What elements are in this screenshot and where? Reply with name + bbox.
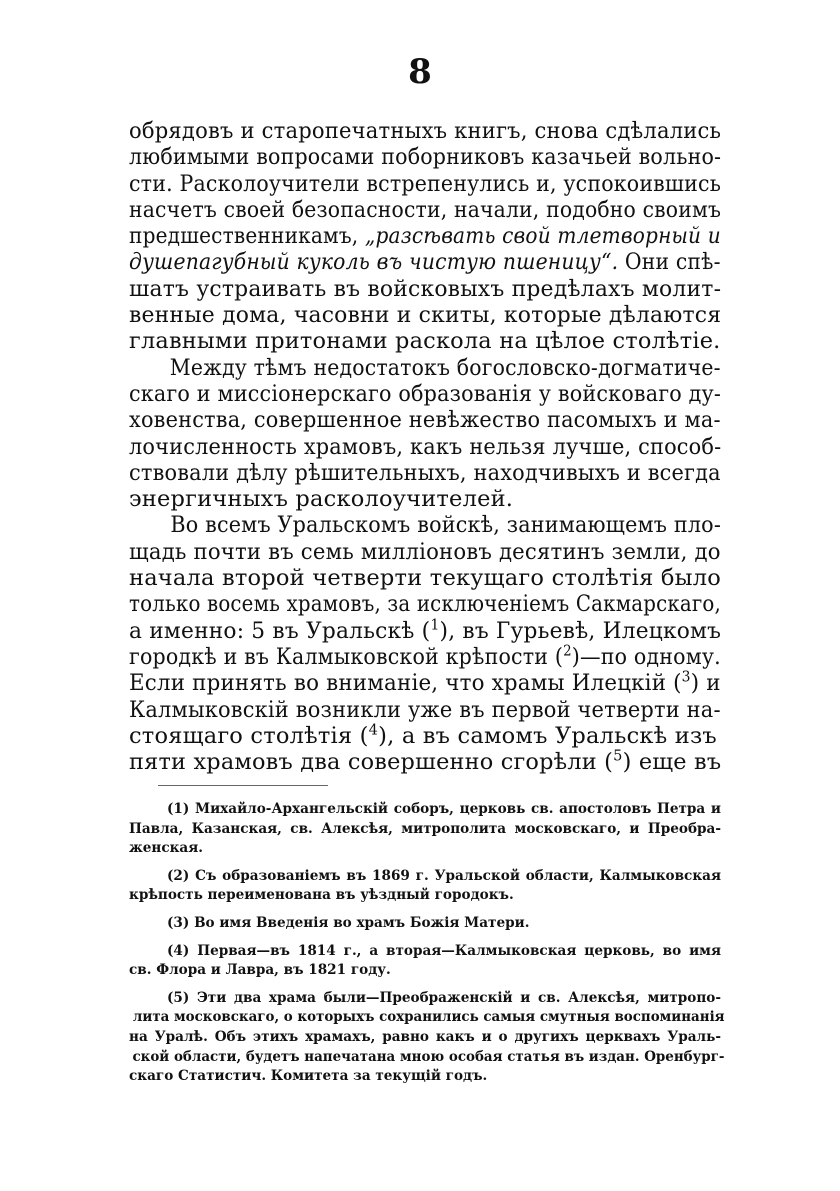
body-line <box>129 616 722 644</box>
footnote-line <box>129 800 721 820</box>
body-fragment: городкѣ и въ Калмыковской крѣпости ( <box>129 643 564 670</box>
footnote-line: на Уралѣ. Объ этихъ храмахъ, равно какъ и о другихъ церквахъ Ураль- <box>129 1028 721 1045</box>
body-fragment: предшественникамъ, <box>129 223 359 250</box>
footnote-line: лита московскаго, о которыхъ сохранились самыя смутныя воспоминанія <box>132 1009 725 1026</box>
body-line: ствовали дѣлу рѣшительныхъ, находчивыхъ и всегда <box>129 459 721 486</box>
footnote-text: Во имя Введенія во храмъ Божія Матери. <box>194 914 530 931</box>
body-line: главными притонами раскола на цѣлое столѣтіе. <box>129 328 721 355</box>
footnote-3 <box>129 914 721 934</box>
footnote-marker: (3) <box>167 914 190 931</box>
footnote-text: Съ образованіемъ въ 1869 г. Уральской области, Калмыковская <box>195 867 722 884</box>
body-line: любимыми вопросами поборниковъ казачьей вольно- <box>129 144 722 171</box>
body-line: венные дома, часовни и скиты, которые дѣлаются <box>129 302 722 329</box>
body-line: шатъ устраивать въ войсковыхъ предѣлахъ молит- <box>129 275 722 302</box>
footnote-4 <box>129 942 721 981</box>
footnote-ref: 5 <box>613 747 623 765</box>
quote-fragment: „разсѣвать свой тлетворный и <box>364 223 721 250</box>
footnote-line <box>129 989 721 1009</box>
footnote-divider <box>158 785 328 786</box>
body-line: сти. Расколоучители встрепенулись и, успокоившись <box>129 170 722 197</box>
body-line: энергичныхъ расколоучителей. <box>129 486 514 513</box>
body-line: насчетъ своей безопасности, начали, подобно своимъ <box>129 196 722 223</box>
body-fragment: а именно: 5 въ Уральскѣ ( <box>129 617 431 644</box>
footnote-line: св. Флора и Лавра, въ 1821 году. <box>129 962 391 979</box>
footnote-line <box>129 867 721 887</box>
footnote-ref: 1 <box>430 616 440 634</box>
body-fragment: ) еще въ <box>622 749 722 776</box>
body-line <box>129 723 721 749</box>
body-line: лочисленность храмовъ, какъ нельзя лучше, способ- <box>129 433 722 460</box>
footnote-ref: 2 <box>563 642 572 660</box>
footnote-line: Павла, Казанская, св. Алексѣя, митрополита московскаго, и Преобра- <box>129 820 721 837</box>
footnote-marker: (5) <box>167 989 190 1006</box>
body-line: скаго и миссіонерскаго образованія у войсковаго ду- <box>129 380 722 407</box>
page-number: 8 <box>408 52 432 92</box>
footnote-1 <box>129 800 721 859</box>
footnote-line: скаго Статистич. Комитета за текущій годъ. <box>129 1068 488 1085</box>
body-line: только восемь храмовъ, за исключеніемъ Сакмарскаго, <box>129 591 721 618</box>
footnote-ref: 3 <box>681 668 691 686</box>
body-line: Между тѣмъ недостатокъ богословско-догматиче- <box>169 354 721 381</box>
footnote-marker: (4) <box>167 942 190 959</box>
body-line: Калмыковскій возникли уже въ первой четверти на- <box>129 696 721 723</box>
body-fragment: ), въ Гурьевѣ, Илецкомъ <box>439 617 722 644</box>
footnote-line: женская. <box>129 840 204 857</box>
body-line: начала второй четверти текущаго столѣтія было <box>129 565 721 592</box>
body-line <box>129 747 722 776</box>
body-line <box>129 668 721 697</box>
body-fragment: ), а въ самомъ Уральскѣ изъ <box>378 722 717 749</box>
quote-fragment: душепагубный куколь въ чистую пшеницу“. <box>129 249 619 276</box>
footnote-text: Михайло-Архангельскій соборъ, церковь св. апостоловъ Петра и <box>195 801 721 817</box>
footnote-line <box>129 914 721 934</box>
footnote-line: крѣпость переименована въ уѣздный городокъ. <box>129 887 514 904</box>
body-fragment: Они спѣ- <box>624 249 721 276</box>
body-text <box>129 118 721 775</box>
footnote-text: Первая—въ 1814 г., а вторая—Калмыковская церковь, во имя <box>197 942 721 959</box>
body-line: ховенства, совершенное невѣжество пасомыхъ и ма- <box>129 407 721 434</box>
body-fragment: пяти храмовъ два совершенно сгорѣли ( <box>129 749 614 776</box>
body-line <box>129 223 721 250</box>
body-line: Во всемъ Уральскомъ войскѣ, занимающемъ пло- <box>170 512 721 539</box>
footnotes <box>129 800 725 1095</box>
footnote-line <box>129 942 721 962</box>
body-line <box>129 249 721 276</box>
footnote-2 <box>129 867 721 906</box>
body-fragment: Если принять во вниманіе, что храмы Илецкій ( <box>129 670 682 697</box>
body-line: обрядовъ и старопечатныхъ книгъ, снова сдѣлались <box>129 118 722 144</box>
body-line: щадь почти въ семь милліоновъ десятинъ земли, до <box>129 538 721 565</box>
body-line <box>129 642 721 670</box>
footnote-marker: (2) <box>167 867 190 884</box>
body-fragment: ) и <box>690 670 721 697</box>
body-fragment: )—по одному. <box>571 643 721 670</box>
footnote-text: Эти два храма были—Преображенскій и св. Алексѣя, митропо- <box>196 989 722 1006</box>
footnote-line: ской области, будетъ напечатана мною особая статья въ издан. Оренбург- <box>132 1048 725 1065</box>
footnote-ref: 4 <box>368 721 379 739</box>
body-fragment: стоящаго столѣтія ( <box>129 722 369 749</box>
footnote-5 <box>129 989 725 1087</box>
footnote-marker: (1) <box>167 801 190 817</box>
